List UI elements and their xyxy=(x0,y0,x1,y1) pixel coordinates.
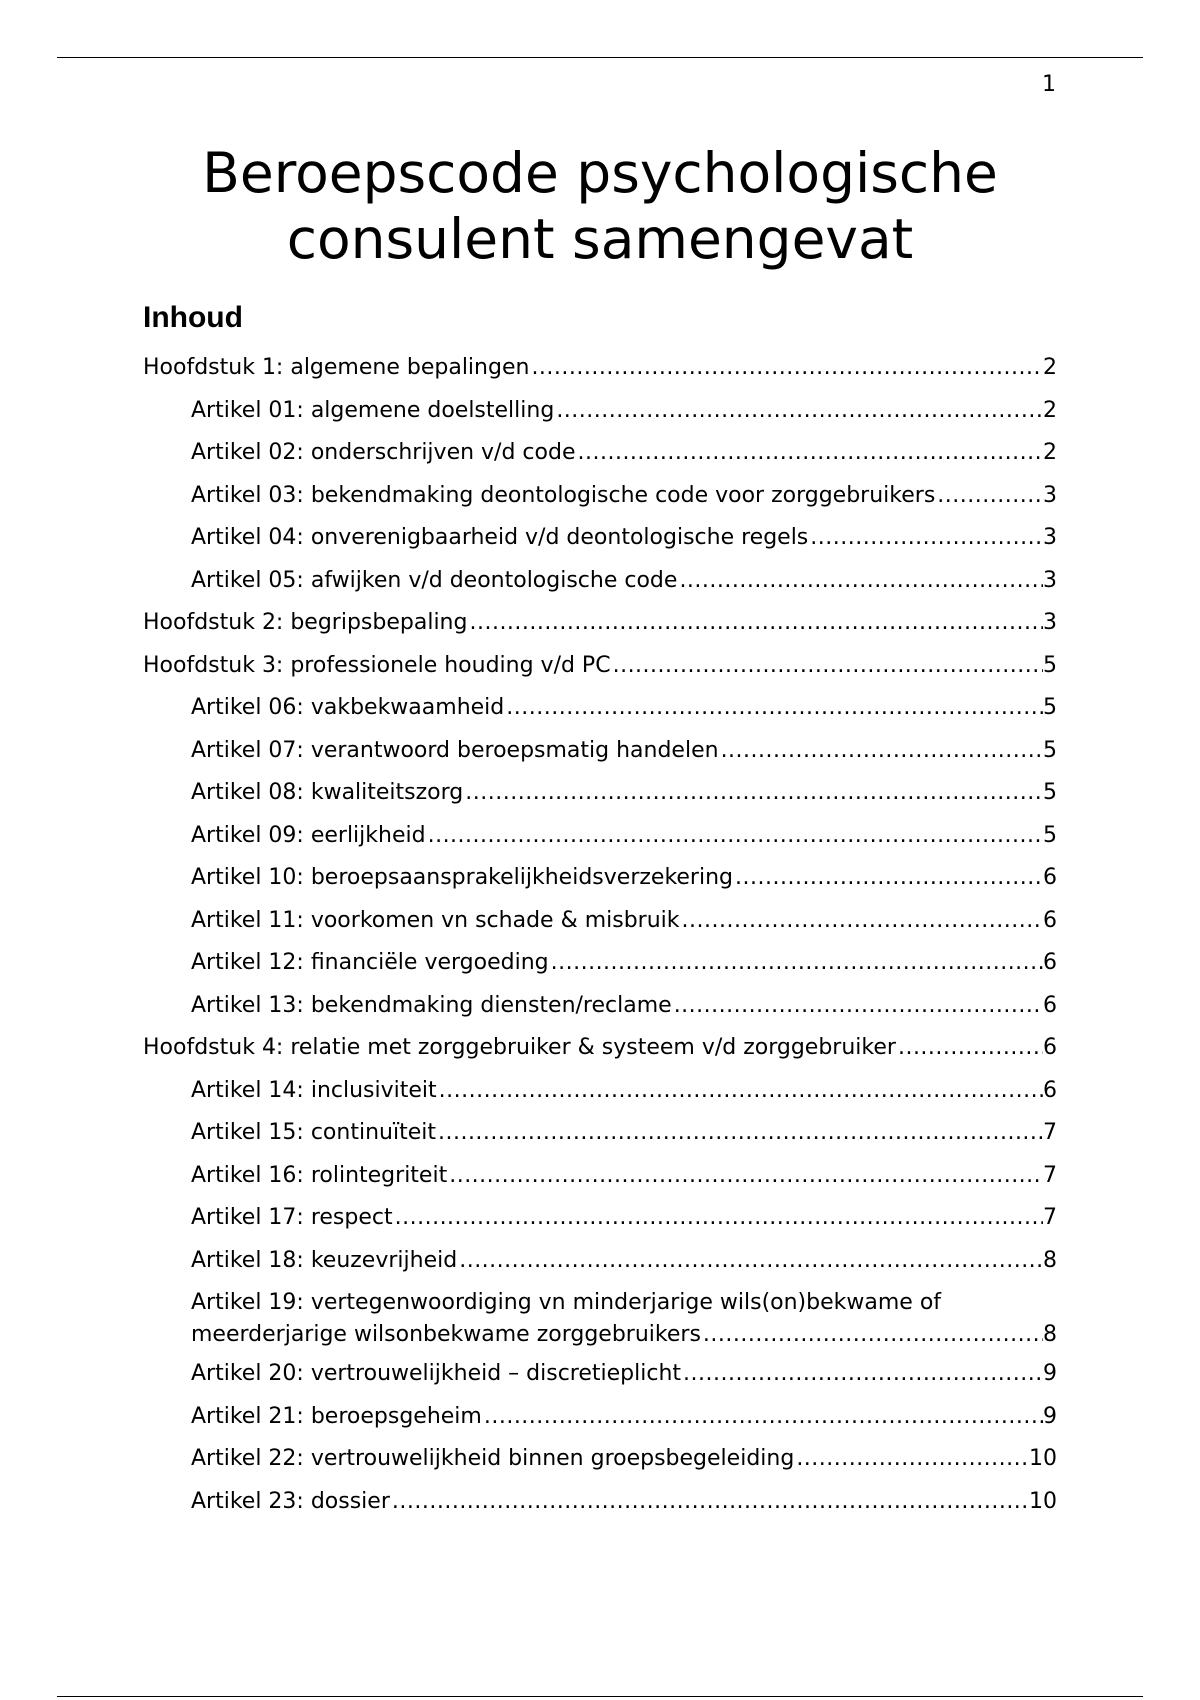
toc-entry-text: Artikel 17: respect xyxy=(191,1205,393,1230)
toc-entry-text: Artikel 13: bekendmaking diensten/reclame xyxy=(191,992,672,1018)
toc-page-number: 6 xyxy=(1043,907,1057,933)
dot-leader xyxy=(551,947,1043,979)
toc-page-number: 3 xyxy=(1043,482,1057,508)
toc-page-number: 2 xyxy=(1043,355,1057,380)
dot-leader xyxy=(459,1245,1043,1277)
toc-page-number: 5 xyxy=(1043,822,1057,848)
toc-article-link[interactable] xyxy=(143,777,1057,809)
toc-page-number: 5 xyxy=(1043,695,1057,720)
toc-entry-text: Artikel 09: eerlijkheid xyxy=(191,822,426,848)
toc-entry-text: Hoofdstuk 3: professionele houding v/d PC xyxy=(143,652,611,678)
toc-page-number: 10 xyxy=(1029,1446,1057,1471)
toc-entry-text: Artikel 08: kwaliteitszorg xyxy=(191,780,464,805)
toc-page-number: 6 xyxy=(1043,865,1057,890)
toc-entry-text: Artikel 02: onderschrijven v/d code xyxy=(191,440,576,465)
dot-leader xyxy=(683,1358,1043,1390)
dot-leader xyxy=(428,820,1043,852)
toc-chapter-link[interactable] xyxy=(143,1032,1057,1064)
toc-article-link[interactable] xyxy=(143,480,1057,512)
dot-leader xyxy=(937,480,1043,512)
toc-page-number: 5 xyxy=(1043,780,1057,805)
toc-page-number: 7 xyxy=(1043,1162,1057,1188)
toc-page-number: 2 xyxy=(1043,397,1057,423)
dot-leader xyxy=(682,905,1043,937)
toc-article-link[interactable] xyxy=(143,905,1057,937)
toc-entry-text: Artikel 20: vertrouwelijkheid – discretieplicht xyxy=(191,1361,682,1386)
dot-leader xyxy=(796,1443,1029,1475)
toc-article-link[interactable] xyxy=(143,820,1057,852)
toc-page-number: 8 xyxy=(1043,1322,1057,1347)
toc-article-link[interactable] xyxy=(143,1358,1057,1390)
toc-article-link[interactable] xyxy=(143,1443,1057,1475)
toc-article-link[interactable] xyxy=(143,947,1057,979)
dot-leader xyxy=(613,650,1043,682)
toc-entry-text: Artikel 22: vertrouwelijkheid binnen groepsbegeleiding xyxy=(191,1446,795,1471)
toc-entry-text: Artikel 15: continuïteit xyxy=(191,1120,436,1145)
toc-page-number: 7 xyxy=(1043,1205,1057,1230)
toc-entry-text: Artikel 05: afwijken v/d deontologische code xyxy=(191,567,678,593)
toc-page-number: 3 xyxy=(1043,610,1057,635)
dot-leader xyxy=(898,1032,1043,1064)
toc-page-number: 6 xyxy=(1043,1077,1057,1103)
toc-article-link[interactable] xyxy=(143,565,1057,597)
toc-entry-text-continued: meerderjarige wilsonbekwame zorggebruikers xyxy=(191,1322,701,1347)
dot-leader xyxy=(439,1075,1043,1107)
toc-entry-text: Hoofdstuk 1: algemene bepalingen xyxy=(143,355,530,380)
toc-page-number: 10 xyxy=(1029,1488,1057,1514)
toc-page-number: 8 xyxy=(1043,1247,1057,1273)
toc-article-link[interactable] xyxy=(143,437,1057,469)
toc-article-link[interactable] xyxy=(143,1287,1057,1351)
toc-page-number: 2 xyxy=(1043,440,1057,465)
toc-entry-text: Artikel 12: financiële vergoeding xyxy=(191,950,549,975)
toc-entry-text: Artikel 23: dossier xyxy=(191,1488,390,1514)
dot-leader xyxy=(484,1401,1043,1433)
dot-leader xyxy=(674,990,1043,1022)
toc-page-number: 6 xyxy=(1043,1035,1057,1060)
dot-leader xyxy=(506,692,1043,724)
toc-article-link[interactable] xyxy=(143,692,1057,724)
dot-leader xyxy=(395,1202,1043,1234)
toc-page-number: 9 xyxy=(1043,1403,1057,1429)
toc-article-link[interactable] xyxy=(143,1401,1057,1433)
dot-leader xyxy=(531,352,1043,384)
table-of-contents xyxy=(143,352,1057,1528)
toc-page-number: 3 xyxy=(1043,567,1057,593)
toc-page-number: 9 xyxy=(1043,1361,1057,1386)
toc-article-link[interactable] xyxy=(143,1075,1057,1107)
dot-leader xyxy=(721,735,1043,767)
toc-entry-text: Artikel 16: rolintegriteit xyxy=(191,1162,448,1188)
dot-leader xyxy=(810,522,1043,554)
toc-entry-text: Artikel 07: verantwoord beroepsmatig handelen xyxy=(191,737,719,763)
toc-heading: Inhoud xyxy=(143,301,243,334)
toc-entry-text: Artikel 19: vertegenwoordiging vn minderjarige wils(on)bekwame of xyxy=(191,1290,942,1315)
toc-chapter-link[interactable] xyxy=(143,352,1057,384)
toc-page-number: 3 xyxy=(1043,525,1057,550)
toc-article-link[interactable] xyxy=(143,395,1057,427)
toc-article-link[interactable] xyxy=(143,862,1057,894)
dot-leader xyxy=(703,1319,1043,1351)
toc-page-number: 5 xyxy=(1043,737,1057,763)
toc-entry-text: Artikel 10: beroepsaansprakelijkheidsverzekering xyxy=(191,865,733,890)
toc-entry-text: Hoofdstuk 2: begripsbepaling xyxy=(143,610,468,635)
dot-leader xyxy=(449,1160,1043,1192)
toc-entry-text: Artikel 21: beroepsgeheim xyxy=(191,1403,482,1429)
toc-article-link[interactable] xyxy=(143,1486,1057,1518)
toc-chapter-link[interactable] xyxy=(143,650,1057,682)
toc-entry-text: Hoofdstuk 4: relatie met zorggebruiker & systeem v/d zorggebruiker xyxy=(143,1035,896,1060)
dot-leader xyxy=(438,1117,1043,1149)
toc-entry-text: Artikel 14: inclusiviteit xyxy=(191,1077,437,1103)
toc-entry-text: Artikel 11: voorkomen vn schade & misbruik xyxy=(191,907,680,933)
toc-page-number: 5 xyxy=(1043,652,1057,678)
toc-chapter-link[interactable] xyxy=(143,607,1057,639)
footer-rule xyxy=(57,1696,1143,1697)
toc-page-number: 7 xyxy=(1043,1120,1057,1145)
toc-page-number: 6 xyxy=(1043,992,1057,1018)
toc-article-link[interactable] xyxy=(143,1160,1057,1192)
toc-entry-text: Artikel 06: vakbekwaamheid xyxy=(191,695,505,720)
toc-article-link[interactable] xyxy=(143,990,1057,1022)
page-number: 1 xyxy=(1042,72,1056,97)
dot-leader xyxy=(679,565,1043,597)
toc-page-number: 6 xyxy=(1043,950,1057,975)
toc-article-link[interactable] xyxy=(143,1202,1057,1234)
dot-leader xyxy=(465,777,1043,809)
toc-article-link[interactable] xyxy=(143,1117,1057,1149)
dot-leader xyxy=(469,607,1043,639)
toc-article-link[interactable] xyxy=(143,735,1057,767)
toc-entry-text: Artikel 03: bekendmaking deontologische code voor zorggebruikers xyxy=(191,482,936,508)
dot-leader xyxy=(577,437,1043,469)
toc-article-link[interactable] xyxy=(143,1245,1057,1277)
toc-article-link[interactable] xyxy=(143,522,1057,554)
dot-leader xyxy=(735,862,1043,894)
header-rule xyxy=(57,57,1143,58)
document-title: Beroepscode psychologische consulent samengevat xyxy=(202,141,998,271)
toc-entry-text: Artikel 18: keuzevrijheid xyxy=(191,1247,458,1273)
toc-entry-text: Artikel 04: onverenigbaarheid v/d deontologische regels xyxy=(191,525,809,550)
dot-leader xyxy=(556,395,1043,427)
toc-entry-text: Artikel 01: algemene doelstelling xyxy=(191,397,555,423)
dot-leader xyxy=(392,1486,1029,1518)
